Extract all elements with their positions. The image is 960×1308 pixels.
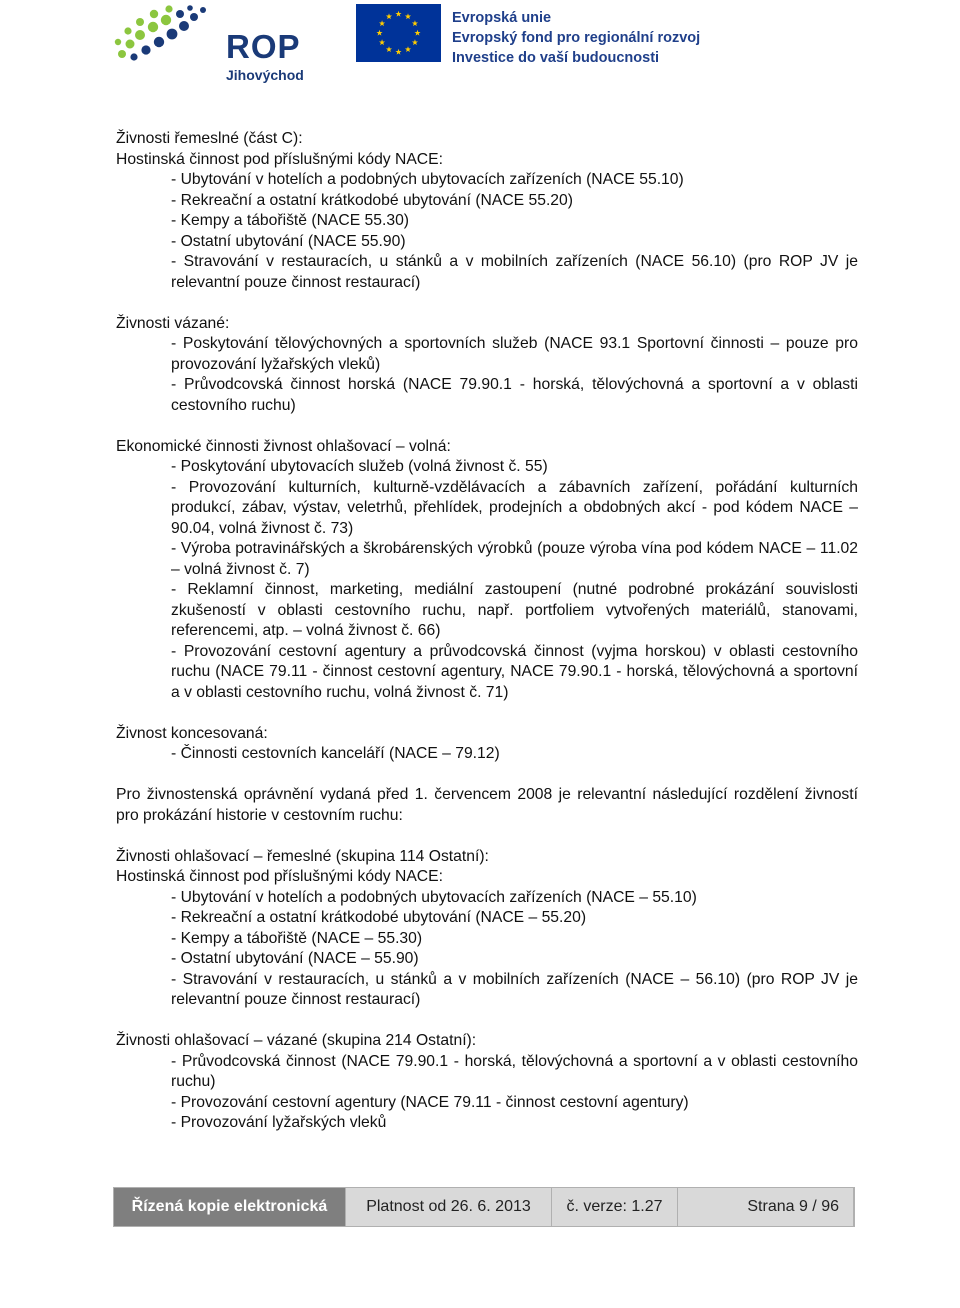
rop-logo-mark-icon — [108, 4, 220, 66]
document-footer — [113, 1187, 855, 1227]
rop-logo-text: ROP — [226, 28, 301, 65]
list-item: - Poskytování ubytovacích služeb (volná živnost č. 55) — [171, 458, 548, 475]
section-notified-bound — [116, 1031, 858, 1134]
paragraph-text: Pro živnostenská oprávnění vydaná před 1. červencem 2008 je relevantní následující rozdělení živností pro prokázání historie v cestovním ruchu: — [116, 786, 858, 824]
section-notified-craft — [116, 847, 858, 1011]
list-item: - Kempy a tábořiště (NACE – 55.30) — [171, 929, 423, 947]
eu-flag-icon — [356, 4, 441, 62]
list-item: - Provozování cestovní agentury a průvodcovská činnost (vyjma horskou) v oblasti cestovního ruchu (NACE 79.11 - činnost cestovní agentury, NACE 79.90.1 - horská, tělovýchovná a sportovní a v oblasti cestovního ruchu, volná živnost č. 71) — [171, 642, 858, 701]
page-number: Strana 9 / 96 — [678, 1188, 854, 1226]
rop-jihovychod-logo — [108, 4, 318, 84]
list-item: - Ubytování v hotelích a podobných ubytovacích zařízeních (NACE 55.10) — [171, 171, 684, 188]
list-item: - Rekreační a ostatní krátkodobé ubytování (NACE – 55.20) — [171, 909, 587, 926]
list-item: - Stravování v restauracích, u stánků a v mobilních zařízeních (NACE 56.10) (pro ROP JV je relevantní pouze činnost restaurací) — [171, 253, 858, 291]
list-item: - Ubytování v hotelích a podobných ubytovacích zařízeních (NACE – 55.10) — [171, 888, 697, 906]
managed-copy-label: Řízená kopie elektronická — [114, 1188, 346, 1226]
list-item: - Provozování cestovní agentury (NACE 79.11 - činnost cestovní agentury) — [171, 1093, 689, 1111]
section-subtitle: Hostinská činnost pod příslušnými kódy NACE: — [116, 868, 443, 885]
section-bound-trades — [116, 314, 858, 417]
section-subtitle: Hostinská činnost pod příslušnými kódy NACE: — [116, 150, 443, 168]
eu-line-2: Evropský fond pro regionální rozvoj — [452, 30, 701, 46]
version-number: č. verze: 1.27 — [552, 1188, 678, 1226]
list-item: - Rekreační a ostatní krátkodobé ubytování (NACE 55.20) — [171, 191, 573, 209]
eu-funding-text — [452, 8, 700, 68]
list-item: - Stravování v restauracích, u stánků a v mobilních zařízeních (NACE – 56.10) (pro ROP JV je relevantní pouze činnost restaurací) — [171, 970, 858, 1008]
list-item: - Výroba potravinářských a škrobárenských výrobků (pouze výroba vína pod kódem NACE – 11.02 – volná živnost č. 7) — [171, 540, 858, 578]
section-title: Živnost koncesovaná: — [116, 724, 268, 742]
eu-line-3: Investice do vaší budoucnosti — [452, 50, 660, 66]
section-paragraph-history — [116, 785, 858, 826]
section-licensed-trade — [116, 724, 858, 765]
list-item: - Provozování lyžařských vleků — [171, 1114, 387, 1131]
section-title: Živnosti ohlašovací – řemeslné (skupina 114 Ostatní): — [116, 847, 489, 865]
section-title: Živnosti řemeslné (část C): — [116, 130, 303, 147]
list-item: - Průvodcovská činnost (NACE 79.90.1 - horská, tělovýchovná a sportovní a v oblasti cestovního ruchu) — [171, 1052, 858, 1090]
list-item: - Provozování kulturních, kulturně-vzdělávacích a zábavních zařízení, pořádání kulturních produkcí, zábav, výstav, veletrhů, přehlídek, prodejních a obdobných akcí - pod kódem NACE – 90.04, volná živnost č. 73) — [171, 478, 858, 537]
section-title: Živnosti vázané: — [116, 314, 230, 332]
list-item: - Ostatní ubytování (NACE 55.90) — [171, 232, 406, 250]
list-item: - Kempy a tábořiště (NACE 55.30) — [171, 212, 410, 229]
section-title: Živnosti ohlašovací – vázané (skupina 214 Ostatní): — [116, 1032, 477, 1049]
eu-line-1: Evropská unie — [452, 10, 552, 26]
list-item: - Reklamní činnost, marketing, mediální zastoupení (nutné podrobné prokázání souvislosti zkušeností v oblasti cestovního ruchu, např. portfoliem vytvořených materiálů, stanovami, referencemi, atp. – volná živnost č. 66) — [171, 581, 858, 639]
section-craft-trades — [116, 129, 858, 293]
rop-logo-subtext: Jihovýchod — [226, 67, 304, 83]
validity-date: Platnost od 26. 6. 2013 — [346, 1188, 552, 1226]
list-item: - Průvodcovská činnost horská (NACE 79.90.1 - horská, tělovýchovná a sportovní a v oblasti cestovního ruchu) — [171, 376, 858, 414]
list-item: - Poskytování tělovýchovných a sportovních služeb (NACE 93.1 Sportovní činnosti – pouze pro provozování lyžařských vleků) — [171, 335, 858, 373]
document-body — [116, 129, 858, 1154]
section-free-trades — [116, 437, 858, 704]
list-item: - Ostatní ubytování (NACE – 55.90) — [171, 950, 419, 967]
section-title: Ekonomické činnosti živnost ohlašovací – volná: — [116, 437, 451, 455]
list-item: - Činnosti cestovních kanceláří (NACE – 79.12) — [171, 745, 500, 762]
